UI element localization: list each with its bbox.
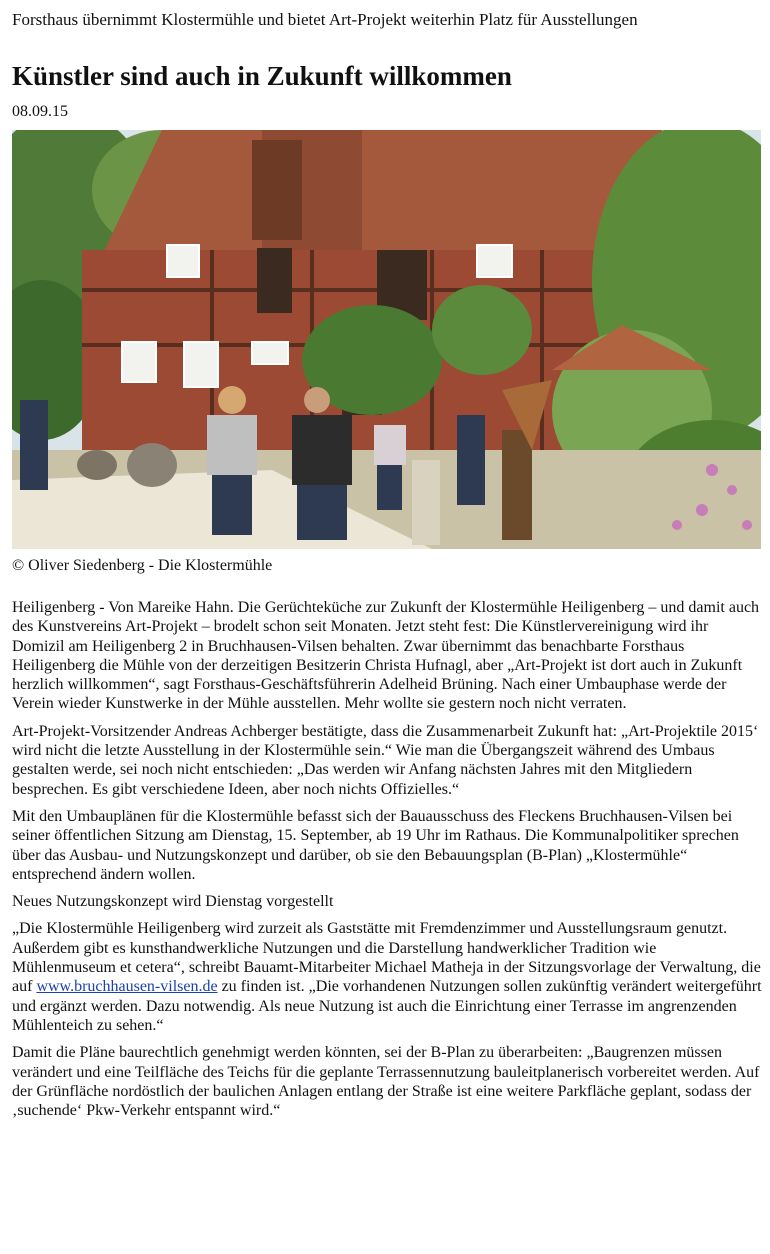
paragraph-text: „Die Klostermühle Heiligenberg wird zurzeit als Gaststätte mit Fremdenzimmer und Ausstellungsraum genutzt. Außerdem gibt es kunsthandwerkliche Nutzungen und die Darstellung handwerklicher Tradition wie Mühlenmuseum et cetera“, schreibt Bauamt-Mitarbeiter Michael Matheja in der Sitzungsvorlage der Verwaltung, die auf: [12, 920, 761, 996]
article-headline: Künstler sind auch in Zukunft willkommen: [12, 61, 512, 91]
article-paragraph: Damit die Pläne baurechtlich genehmigt werden könnten, sei der B-Plan zu überarbeiten: „Baugrenzen müssen verändert und eine Teilfläche des Teichs für die geplante Terrassennutzung bauleitplanerisch vorbereitet werden. Auf der Grünfläche nordöstlich der baulichen Anlagen entlang der Straße ist eine weitere Parkfläche geplant, sodass der ‚suchende‘ Pkw-Verkehr entspannt wird.“: [12, 1044, 760, 1120]
photo-credit: © Oliver Siedenberg - Die Klostermühle: [12, 557, 273, 574]
municipality-website-link[interactable]: www.bruchhausen-vilsen.de: [36, 978, 218, 996]
article-paragraph: [12, 919, 764, 1035]
paragraph-text: zu finden ist. „Die vorhandenen Nutzungen sollen zukünftig verändert weitergeführt und ergänzt werden. Dazu notwendig. Als neue Nutzung ist auch die Einrichtung einer Terrasse im angrenzenden Mühlenteich zu sehen.“: [12, 978, 762, 1034]
article-date: 08.09.15: [12, 103, 68, 120]
article-paragraph: Art-Projekt-Vorsitzender Andreas Achberger bestätigte, dass die Zusammenarbeit Zukunft hat: „Art-Projektile 2015‘ wird nicht die letzte Ausstellung in der Klostermühle sein.“ Wie man die Übergangszeit während des Umbaus gestalten werde, sei noch nicht entschieden: „Das werden wir Anfang nächsten Jahres mit den Mitgliedern besprechen. Es gibt verschiedene Ideen, aber noch nichts Offizielles.“: [12, 722, 759, 798]
article-paragraph: Heiligenberg - Von Mareike Hahn. Die Gerüchteküche zur Zukunft der Klostermühle Heiligenberg – und damit auch des Kunstvereins Art-Projekt – brodelt schon seit Monaten. Jetzt steht fest: Die Künstlervereinigung wird ihr Domizil am Heiligenberg 2 in Bruchhausen-Vilsen behalten. Zwar übernimmt das benachbarte Forsthaus Heiligenberg die Mühle von der derzeitigen Besitzerin Christa Hufnagl, aber „Art-Projekt ist dort auch in Zukunft herzlich willkommen“, sagt Forsthaus-Geschäftsführerin Adelheid Brüning. Nach einer Umbauphase werde der Verein wieder Kunstwerke in der Mühle ausstellen. Mehr wollte sie gestern noch nicht verraten.: [12, 599, 760, 713]
article-kicker: Forsthaus übernimmt Klostermühle und bietet Art-Projekt weiterhin Platz für Ausstellungen: [12, 10, 638, 29]
article-body: [12, 598, 764, 1128]
article-subheading: Neues Nutzungskonzept wird Dienstag vorgestellt: [12, 893, 334, 911]
article-paragraph: Mit den Umbauplänen für die Klostermühle befasst sich der Bauausschuss des Fleckens Bruchhausen-Vilsen bei seiner öffentlichen Sitzung am Dienstag, 15. September, ab 19 Uhr im Rathaus. Die Kommunalpolitiker sprechen über das Ausbau- und Nutzungskonzept und darüber, ob sie den Bebauungsplan (B-Plan) „Klostermühle“ entsprechend ändern wollen.: [12, 807, 739, 883]
article-photo: [12, 130, 761, 549]
